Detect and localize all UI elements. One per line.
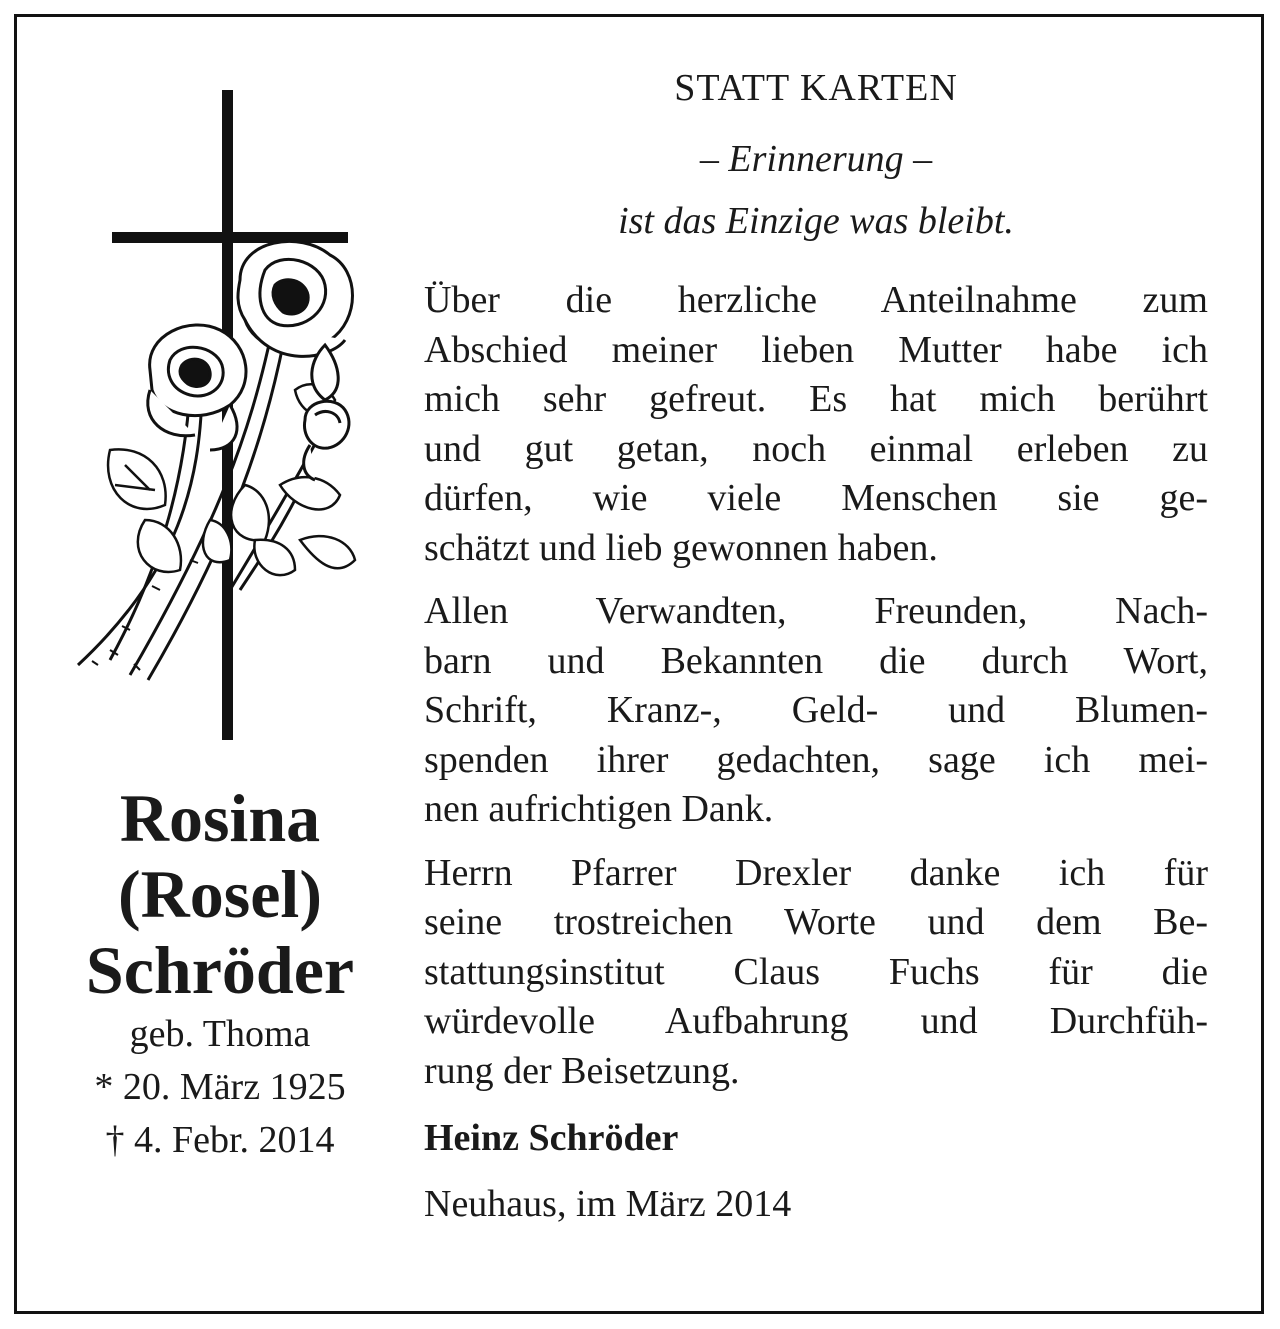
thanks-paragraph-1 bbox=[424, 276, 1208, 573]
death-date: † 4. Febr. 2014 bbox=[105, 1119, 335, 1161]
birth-date: * 20. März 1925 bbox=[94, 1066, 346, 1108]
deceased-first-name: Rosina bbox=[119, 780, 321, 856]
paragraph-line: würdevolle Aufbahrung und Durchfüh- bbox=[424, 1000, 1208, 1042]
paragraph-line: spenden ihrer gedachten, sage ich mei- bbox=[424, 738, 1208, 781]
paragraph-line: nen aufrichtigen Dank. bbox=[424, 788, 774, 830]
paragraph-line: Abschied meiner lieben Mutter habe ich bbox=[424, 328, 1208, 371]
cross-with-roses-icon bbox=[70, 90, 370, 750]
paragraph-line: dürfen, wie viele Menschen sie ge- bbox=[424, 477, 1208, 519]
deceased-name-block bbox=[30, 780, 410, 1167]
paragraph-line: seine trostreichen Worte und dem Be- bbox=[424, 901, 1208, 943]
paragraph-line: Herrn Pfarrer Drexler danke ich für bbox=[424, 851, 1208, 894]
paragraph-line: stattungsinstitut Claus Fuchs für die bbox=[424, 950, 1208, 993]
maiden-name: geb. Thoma bbox=[129, 1013, 311, 1055]
paragraph-line: und gut getan, noch einmal erleben zu bbox=[424, 427, 1208, 470]
motto-line-1: – Erinnerung – bbox=[699, 138, 933, 180]
paragraph-line: rung der Beisetzung. bbox=[424, 1049, 740, 1092]
notice-text-column bbox=[424, 62, 1208, 1230]
paragraph-line: schätzt und lieb gewonnen haben. bbox=[424, 526, 938, 569]
notice-heading: STATT KARTEN bbox=[674, 67, 958, 109]
cross-horizontal-beam bbox=[112, 232, 348, 243]
deceased-column bbox=[30, 70, 410, 1270]
thanks-paragraph-3 bbox=[424, 849, 1208, 1097]
rose-bud bbox=[304, 401, 349, 480]
thanks-paragraph-2 bbox=[424, 587, 1208, 835]
place-and-date: Neuhaus, im März 2014 bbox=[424, 1183, 792, 1225]
paragraph-line: barn und Bekannten die durch Wort, bbox=[424, 639, 1208, 682]
signature: Heinz Schröder bbox=[424, 1117, 679, 1159]
paragraph-line: Allen Verwandten, Freunden, Nach- bbox=[424, 590, 1208, 632]
paragraph-line: Über die herzliche Anteilnahme zum bbox=[424, 279, 1208, 321]
lower-rose bbox=[148, 325, 246, 450]
deceased-surname: Schröder bbox=[85, 932, 355, 1008]
motto-line-2: ist das Einzige was bleibt. bbox=[618, 200, 1014, 242]
paragraph-line: Schrift, Kranz-, Geld- und Blumen- bbox=[424, 689, 1208, 731]
paragraph-line: mich sehr gefreut. Es hat mich berührt bbox=[424, 378, 1208, 420]
upper-rose bbox=[238, 241, 353, 400]
deceased-nickname: (Rosel) bbox=[118, 856, 322, 932]
